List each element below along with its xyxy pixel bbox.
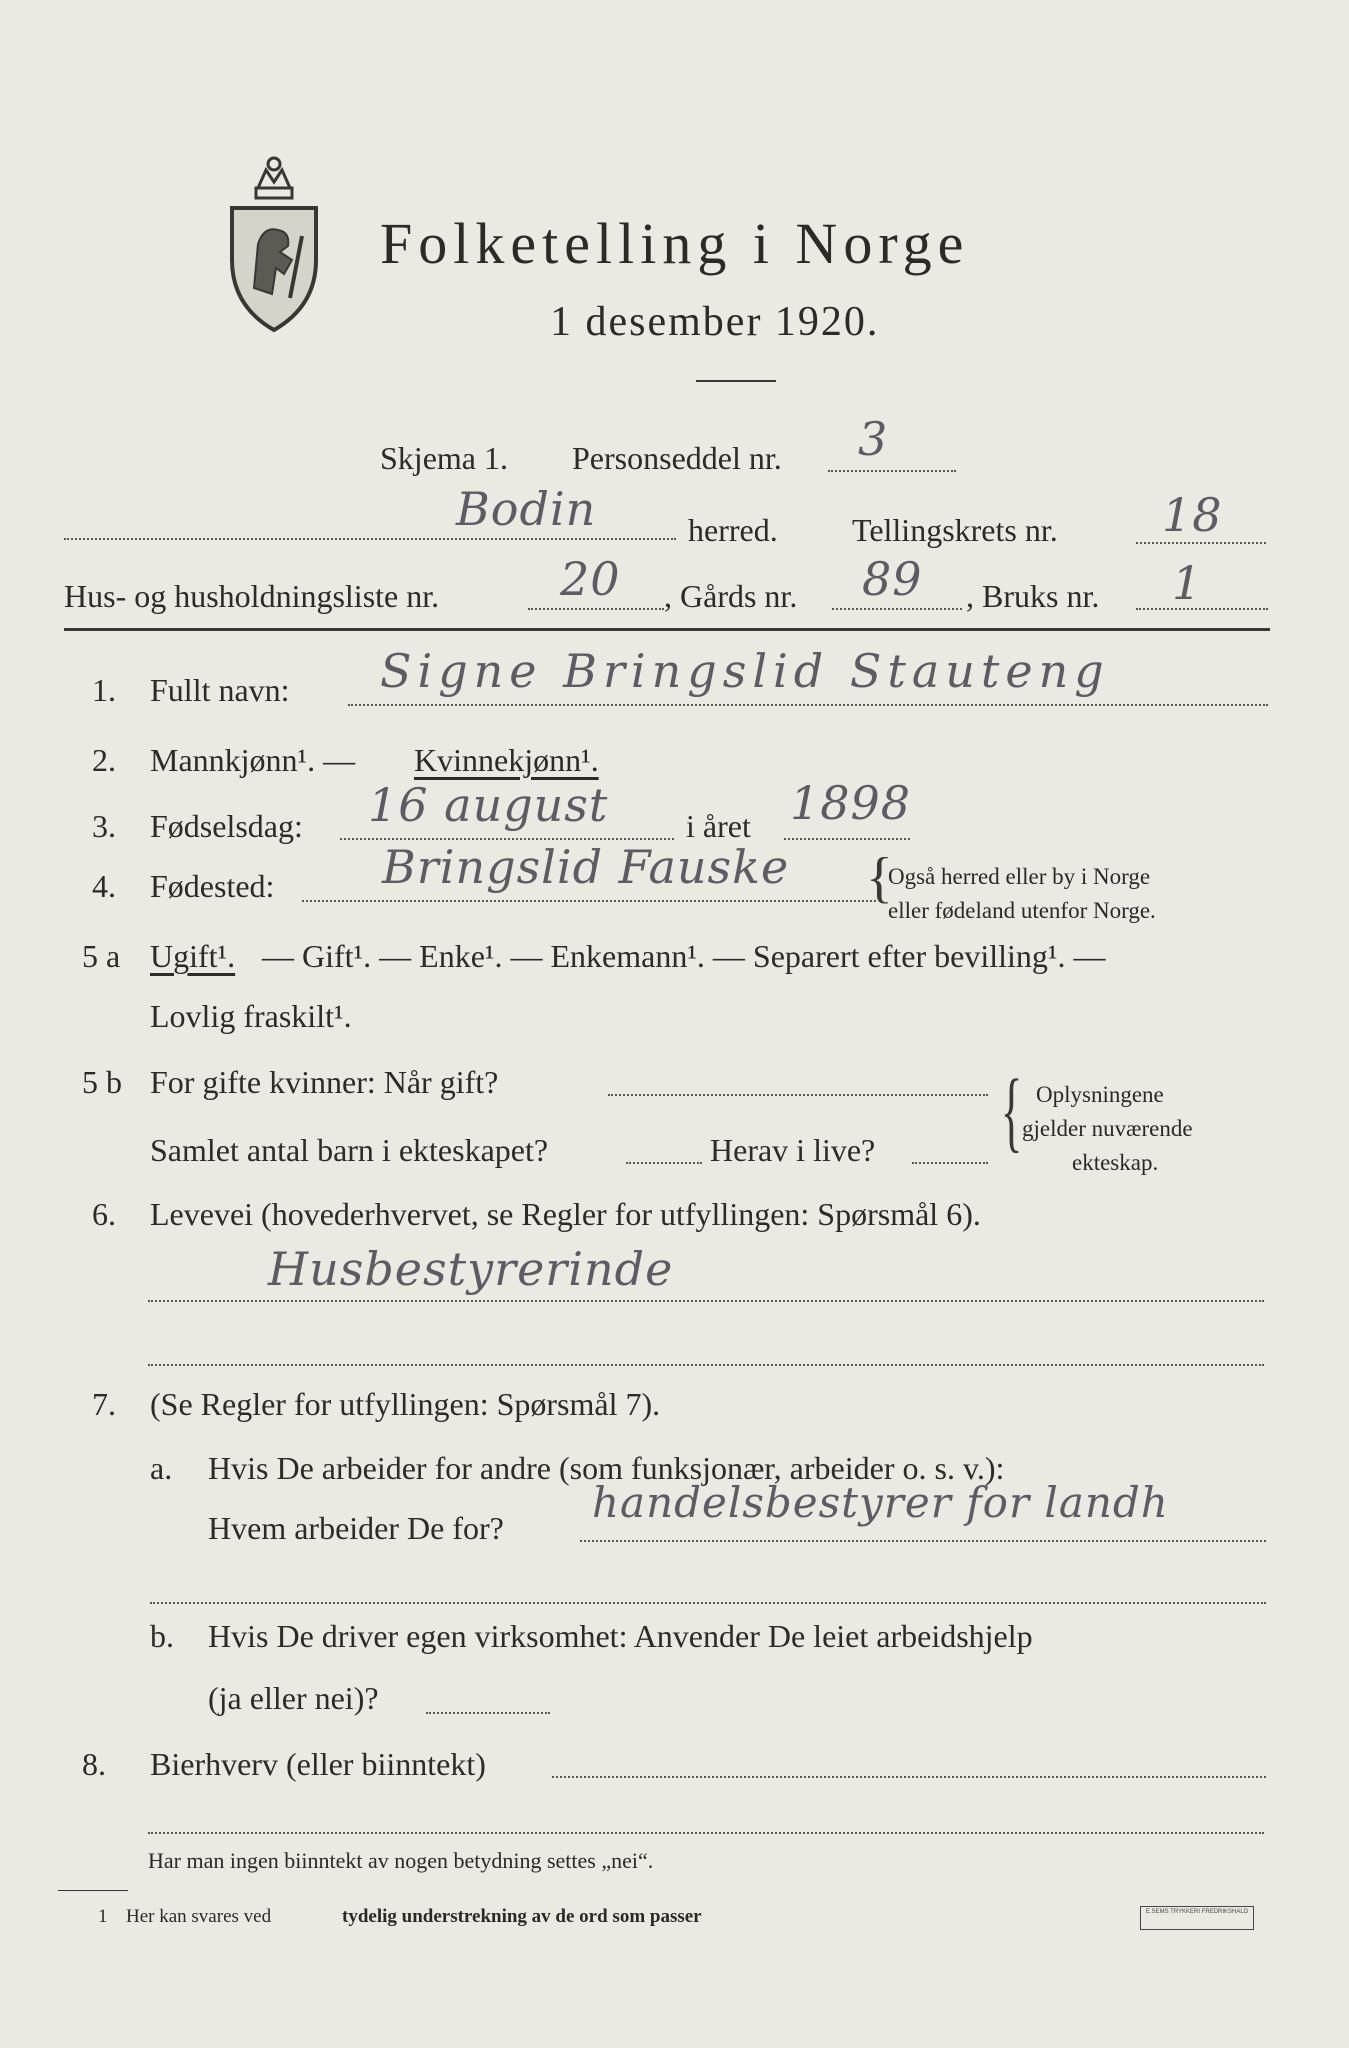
q7-number: 7. — [92, 1386, 116, 1422]
footnote-bold-text: tydelig understrekning av de ord som passer — [342, 1906, 702, 1927]
tellingskrets-value: 18 — [1162, 488, 1223, 542]
birth-year-value: 1898 — [790, 776, 912, 830]
personseddel-value: 3 — [858, 412, 889, 466]
q7b-number: b. — [150, 1618, 174, 1654]
status-fraskilt-option: Lovlig fraskilt¹. — [150, 998, 352, 1034]
bruks-label: , Bruks nr. — [966, 578, 1100, 614]
gender-male-option: Mannkjønn¹. — — [150, 742, 356, 778]
footnote-mark: 1 — [98, 1906, 108, 1927]
occupation-value: Husbestyrerinde — [268, 1242, 674, 1296]
side-income-note: Har man ingen biinntekt av nogen betydning settes „nei“. — [148, 1848, 654, 1873]
q3-label: Fødselsdag: — [150, 808, 303, 844]
census-date: 1 desember 1920. — [550, 299, 880, 345]
marriage-note-1: Oplysningene — [1036, 1082, 1164, 1107]
birthplace-value: Bringslid Fauske — [382, 840, 790, 894]
brace: { — [866, 847, 893, 909]
employer-label: Hvem arbeider De for? — [208, 1510, 504, 1546]
marriage-note-3: ekteskap. — [1072, 1150, 1159, 1175]
q1-label: Fullt navn: — [150, 672, 290, 708]
q5b-number: 5 b — [82, 1064, 122, 1100]
status-ugift-option: Ugift¹. — [150, 938, 236, 974]
footnote-text: Her kan svares ved — [126, 1906, 272, 1927]
herred-value: Bodin — [456, 482, 597, 536]
birthdate-value: 16 august — [368, 778, 609, 832]
marriage-note-2: gjelder nuværende — [1022, 1116, 1193, 1141]
q1-number: 1. — [92, 672, 116, 708]
full-name-value: Signe Bringslid Stauteng — [380, 644, 1110, 698]
q3-number: 3. — [92, 808, 116, 844]
birthplace-note-2: eller fødeland utenfor Norge. — [888, 898, 1156, 923]
q4-number: 4. — [92, 868, 116, 904]
form-title: Folketelling i Norge — [380, 211, 970, 276]
header-rule — [64, 628, 1270, 631]
side-income-label: Bierhverv (eller biinntekt) — [150, 1746, 486, 1782]
gards-value: 89 — [862, 552, 923, 606]
personseddel-label: Personseddel nr. — [572, 440, 782, 476]
herred-label: herred. — [688, 512, 778, 548]
q7a-label: Hvis De arbeider for andre (som funksjonær, arbeider o. s. v.): — [208, 1450, 1005, 1486]
hired-help-label: (ja eller nei)? — [208, 1680, 379, 1716]
children-total-label: Samlet antal barn i ekteskapet? — [150, 1132, 549, 1168]
q8-number: 8. — [82, 1746, 106, 1782]
tellingskrets-label: Tellingskrets nr. — [852, 512, 1058, 548]
occupation-label: Levevei (hovederhvervet, se Regler for utfyllingen: Spørsmål 6). — [150, 1196, 981, 1232]
married-when-label: For gifte kvinner: Når gift? — [150, 1064, 499, 1100]
q4-label: Fødested: — [150, 868, 275, 904]
norway-coat-of-arms-icon — [218, 148, 330, 338]
brace: { — [1000, 1062, 1023, 1161]
q7-label: (Se Regler for utfyllingen: Spørsmål 7). — [150, 1386, 661, 1422]
employer-value: handelsbestyrer for landh — [592, 1478, 1169, 1527]
bruks-value: 1 — [1172, 556, 1203, 610]
q2-number: 2. — [92, 742, 116, 778]
q6-number: 6. — [92, 1196, 116, 1232]
gender-female-option: Kvinnekjønn¹. — [414, 742, 599, 778]
gards-label: , Gårds nr. — [664, 578, 798, 614]
q5a-number: 5 a — [82, 938, 121, 974]
q7a-number: a. — [150, 1450, 173, 1486]
skjema-label: Skjema 1. — [380, 440, 508, 476]
printer-stamp: E.SEMS TRYKKERI FREDRIKSHALD — [1140, 1906, 1254, 1930]
birthplace-note-1: Også herred eller by i Norge — [888, 864, 1151, 889]
children-alive-label: Herav i live? — [710, 1132, 876, 1168]
year-label: i året — [686, 808, 751, 844]
civil-status-options: — Gift¹. — Enke¹. — Enkemann¹. — Separert efter bevilling¹. — — [262, 938, 1106, 974]
q7b-label: Hvis De driver egen virksomhet: Anvender De leiet arbeidshjelp — [208, 1618, 1033, 1654]
husholdningsliste-value: 20 — [560, 552, 621, 606]
husholdningsliste-label: Hus- og husholdningsliste nr. — [64, 578, 440, 614]
title-divider — [696, 380, 776, 382]
footnote-rule — [58, 1890, 128, 1891]
